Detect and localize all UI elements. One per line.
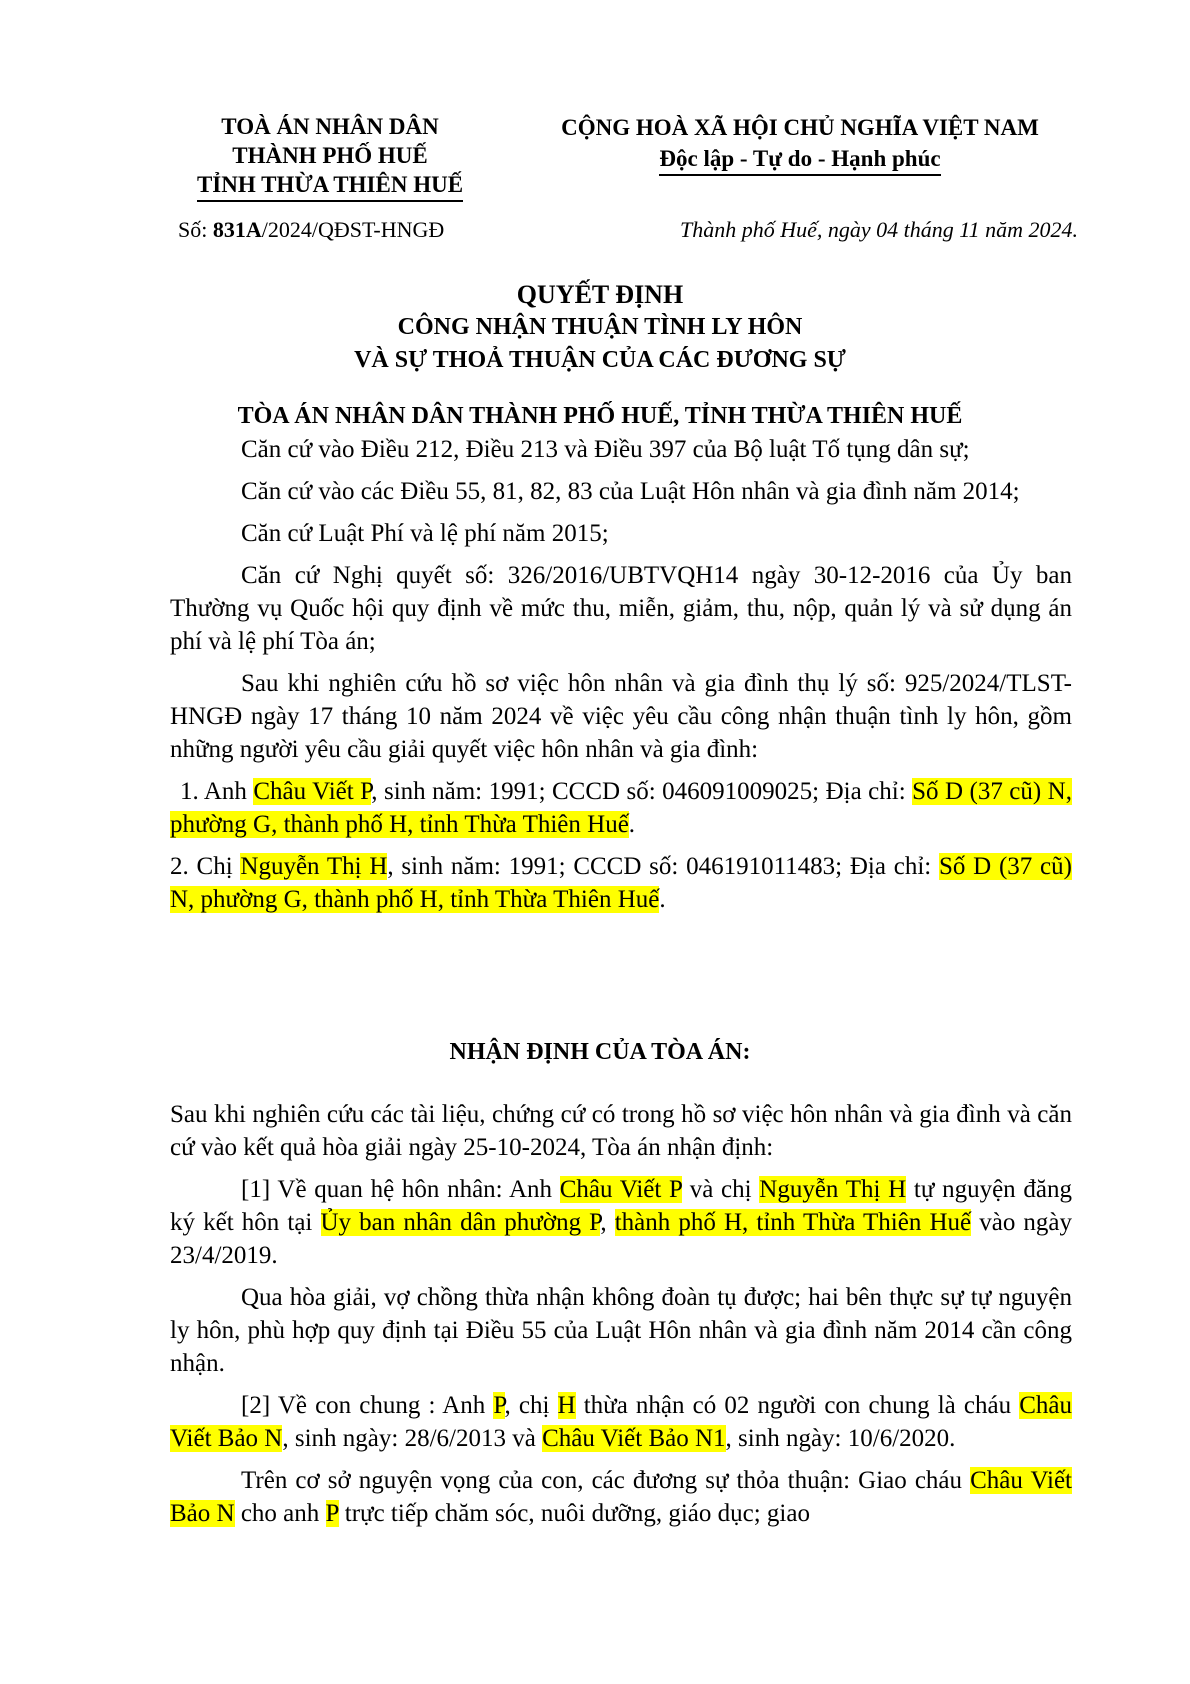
national-header xyxy=(520,112,1080,176)
party-2-address: Số D (37 cũ) N, phường G, thành phố H, tỉnh Thừa Thiên Huế xyxy=(170,853,1072,913)
court-findings xyxy=(170,1098,1072,1530)
party-1: 1. Anh Châu Viết P, sinh năm: 1991; CCCD số: 046091009025; Địa chỉ: Số D (37 cũ) N, phường G, thành phố H, tỉnh Thừa Thiên Huế. xyxy=(170,778,1072,838)
findings-intro: Sau khi nghiên cứu các tài liệu, chứng cứ có trong hồ sơ việc hôn nhân và gia đình và căn cứ vào kết quả hòa giải ngày 25-10-2024, Tòa án nhận định: xyxy=(170,1101,1072,1161)
national-motto: Độc lập - Tự do - Hạnh phúc xyxy=(659,143,940,176)
party-2-name: Nguyễn Thị H xyxy=(240,853,388,880)
basis-4: Căn cứ Nghị quyết số: 326/2016/UBTVQH14 ngày 30-12-2016 của Ủy ban Thường vụ Quốc hội quy định về mức thu, miễn, giảm, thu, nộp, quản lý và sử dụng án phí và lệ phí Tòa án; xyxy=(170,562,1072,655)
document-subtitle-1: CÔNG NHẬN THUẬN TÌNH LY HÔN xyxy=(397,314,803,340)
party-1-name: Châu Viết P xyxy=(253,778,372,805)
document-subtitle-2: VÀ SỰ THOẢ THUẬN CỦA CÁC ĐƯƠNG SỰ xyxy=(354,347,846,373)
finding-1: [1] Về quan hệ hôn nhân: Anh Châu Viết P và chị Nguyễn Thị H tự nguyện đăng ký kết hôn tại Ủy ban nhân dân phường P, thành phố H, tỉnh Thừa Thiên Huế vào ngày 23/4/2019. xyxy=(170,1176,1073,1269)
finding-3: [2] Về con chung : Anh P, chị H thừa nhận có 02 người con chung là cháu Châu Viết Bảo N, sinh ngày: 28/6/2013 và Châu Viết Bảo N1, sinh ngày: 10/6/2020. xyxy=(170,1392,1072,1452)
basis-3: Căn cứ Luật Phí và lệ phí năm 2015; xyxy=(241,520,609,547)
document-title: QUYẾT ĐỊNH xyxy=(516,280,684,309)
party-1-address: Số D (37 cũ) N, phường G, thành phố H, tỉnh Thừa Thiên Huế xyxy=(170,778,1072,838)
decision-date: Thành phố Huế, ngày 04 tháng 11 năm 2024. xyxy=(679,217,1078,242)
court-header xyxy=(165,112,495,202)
issuing-court: TÒA ÁN NHÂN DÂN THÀNH PHỐ HUẾ, TỈNH THỪA THIÊN HUẾ xyxy=(237,403,963,429)
finding-2: Qua hòa giải, vợ chồng thừa nhận không đoàn tụ được; hai bên thực sự tự nguyện ly hôn, phù hợp quy định tại Điều 55 của Luật Hôn nhân và gia đình năm 2014 cần công nhận. xyxy=(170,1284,1072,1377)
decision-number: Số: 831A/2024/QĐST-HNGĐ xyxy=(178,217,445,242)
party-2: 2. Chị Nguyễn Thị H, sinh năm: 1991; CCCD số: 046191011483; Địa chỉ: Số D (37 cũ) N, phường G, thành phố H, tỉnh Thừa Thiên Huế. xyxy=(170,853,1072,913)
basis-5: Sau khi nghiên cứu hồ sơ việc hôn nhân và gia đình thụ lý số: 925/2024/TLST-HNGĐ ngày 17 tháng 10 năm 2024 về việc yêu cầu công nhận thuận tình ly hôn, gồm những người yêu cầu giải quyết việc hôn nhân và gia đình: xyxy=(170,670,1072,763)
country-name: CỘNG HOÀ XÃ HỘI CHỦ NGHĨA VIỆT NAM xyxy=(561,115,1039,140)
legal-bases xyxy=(170,433,1072,916)
court-name-line3: TỈNH THỪA THIÊN HUẾ xyxy=(197,170,463,202)
court-name-line1: TOÀ ÁN NHÂN DÂN xyxy=(221,114,439,139)
basis-2: Căn cứ vào các Điều 55, 81, 82, 83 của Luật Hôn nhân và gia đình năm 2014; xyxy=(241,478,1020,505)
section-title: NHẬN ĐỊNH CỦA TÒA ÁN: xyxy=(449,1039,751,1065)
court-name-line2: THÀNH PHỐ HUẾ xyxy=(232,143,428,168)
finding-4: Trên cơ sở nguyện vọng của con, các đương sự thỏa thuận: Giao cháu Châu Viết Bảo N cho anh P trực tiếp chăm sóc, nuôi dưỡng, giáo dục; giao xyxy=(170,1467,1072,1527)
basis-1: Căn cứ vào Điều 212, Điều 213 và Điều 397 của Bộ luật Tố tụng dân sự; xyxy=(241,436,970,463)
